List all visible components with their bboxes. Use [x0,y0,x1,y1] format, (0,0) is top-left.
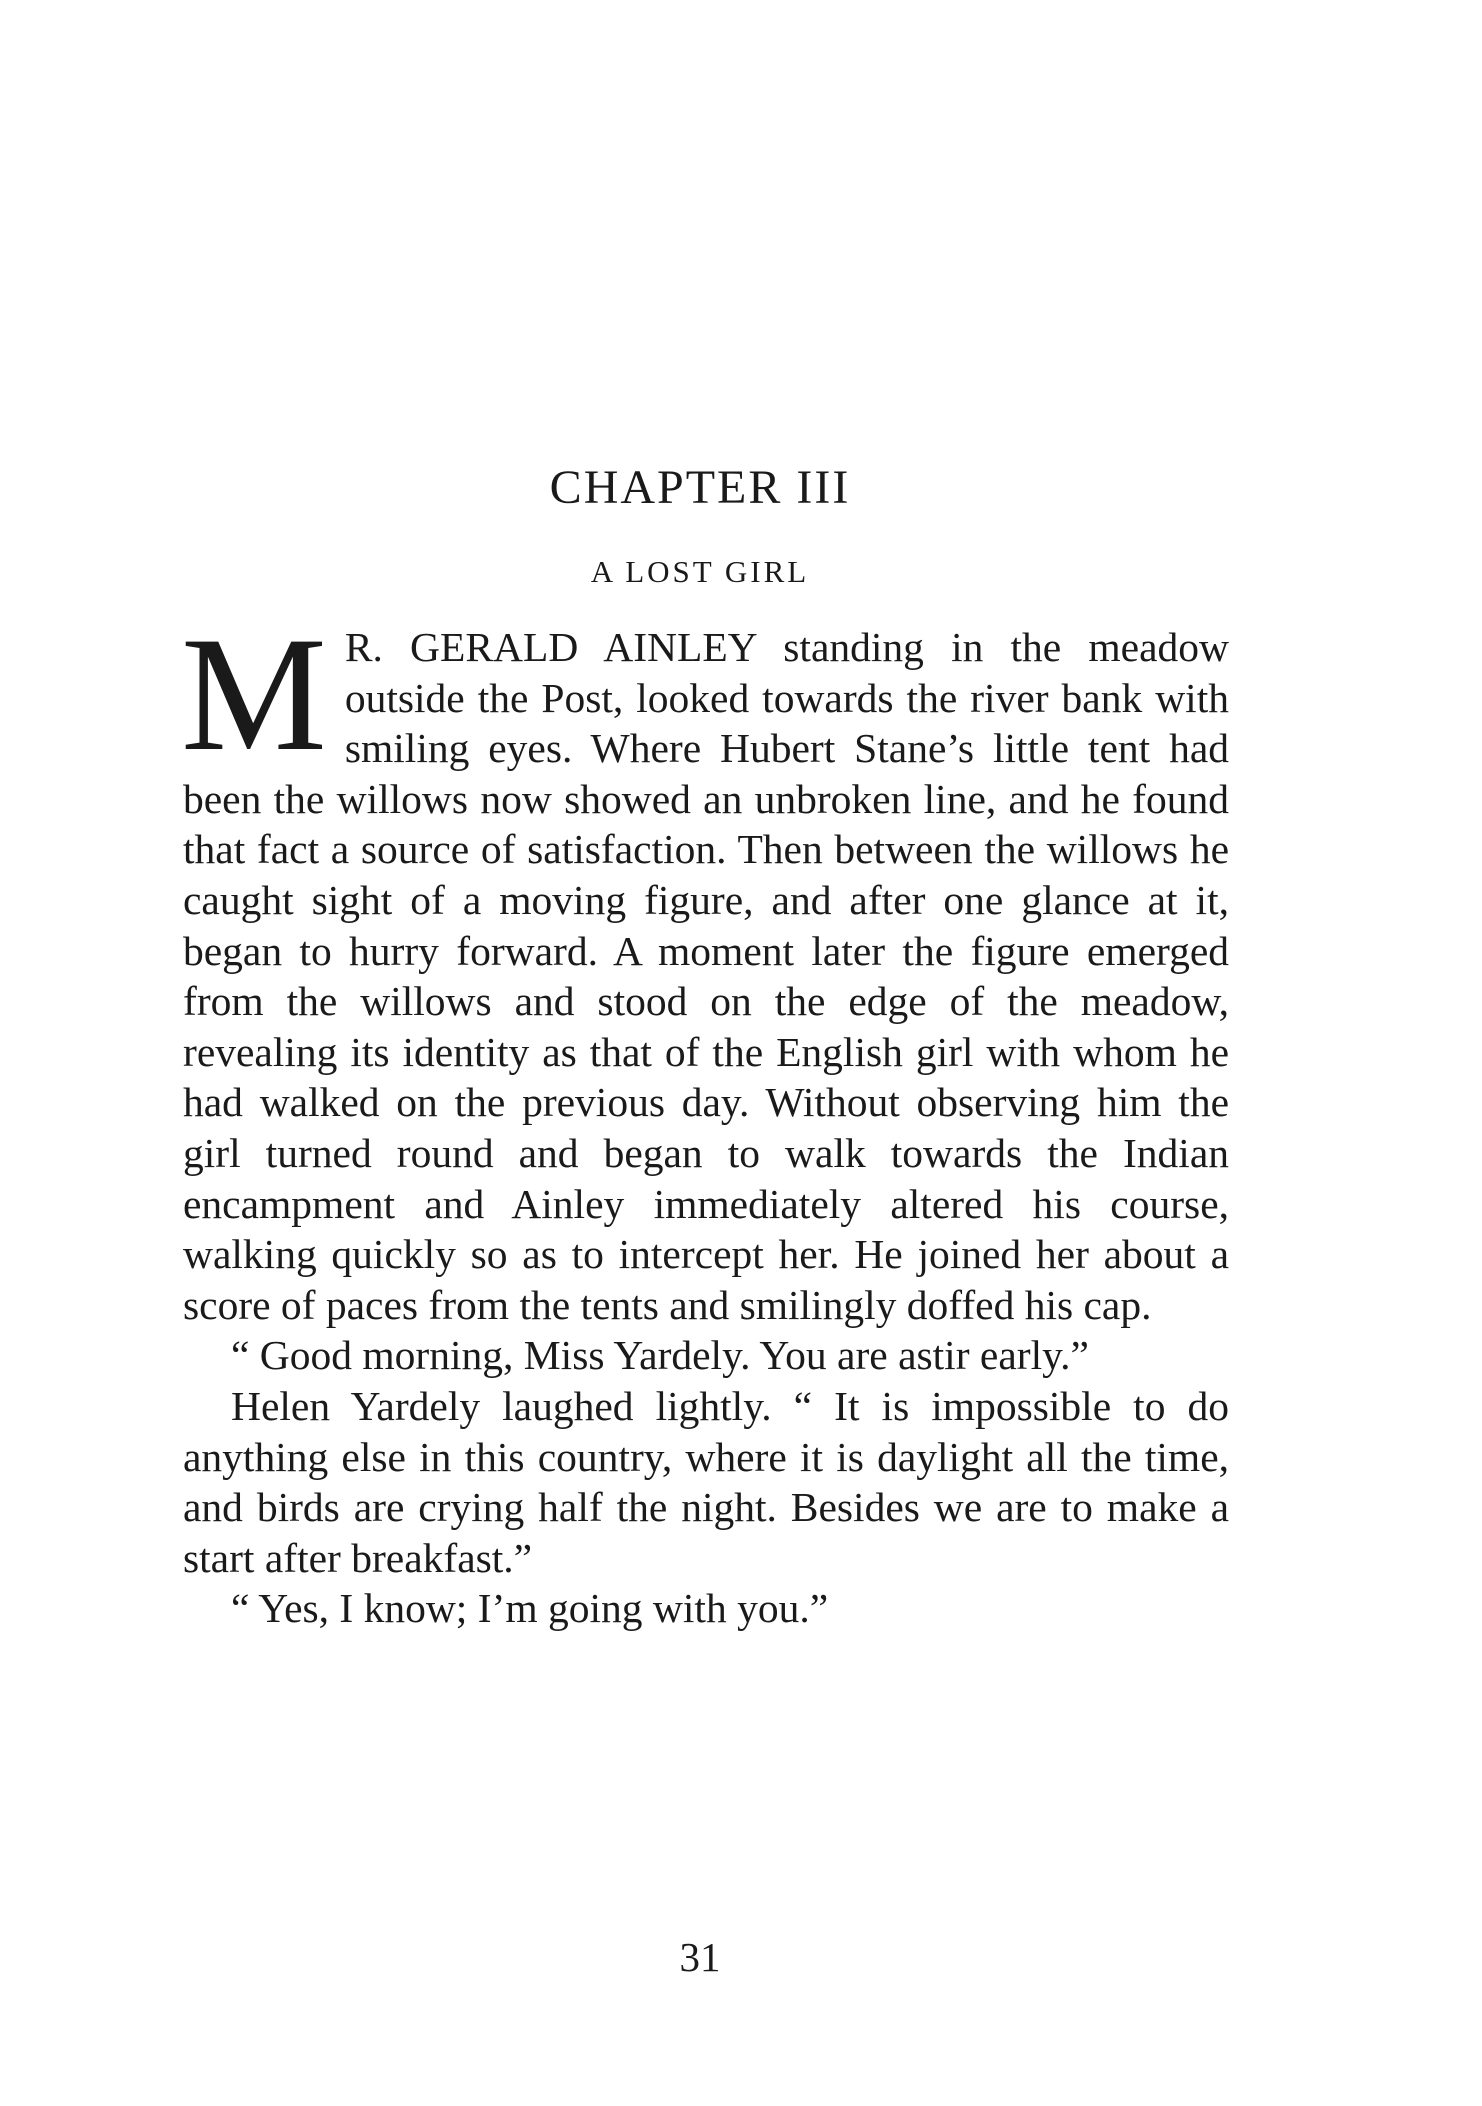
drop-cap: M [181,604,327,785]
paragraph-text: R. GERALD AINLEY standing in the meadow outside the Post, looked towards the river bank with smiling eyes. Where Hubert Stane’s little tent had been the willows now showed an unbroken line, and he found that fact a source of satisfaction. Then between the willows he caught sight of a moving figure, and after one glance at it, began to hurry forward. A moment later the figure emerged from the willows and stood on the edge of the meadow, revealing its identity as that of the English girl with whom he had walked on the previous day. Without observing him the girl turned round and began to walk towards the Indian encampment and Ainley immediately altered his course, walking quickly so as to intercept her. He joined her about a score of paces from the tents and smilingly doffed his cap. [183,624,1229,1328]
paragraph-text: “ Yes, I know; I’m going with you.” [231,1585,829,1632]
paragraph-text: “ Good morning, Miss Yardely. You are astir early.” [231,1332,1089,1379]
paragraph [181,604,1229,1330]
paragraph-text: Helen Yardely laughed lightly. “ It is impossible to do anything else in this country, where it is daylight all the time, and birds are crying half the night. Besides we are to make a start after breakfast.” [183,1382,1229,1581]
paragraph [183,1330,1229,1381]
paragraph [183,1583,1229,1634]
page-number: 31 [679,1934,721,1980]
paragraph [183,1381,1229,1583]
chapter-subtitle: A LOST GIRL [590,554,810,589]
chapter-body [181,604,1229,1634]
chapter-heading: CHAPTER III [549,461,851,514]
